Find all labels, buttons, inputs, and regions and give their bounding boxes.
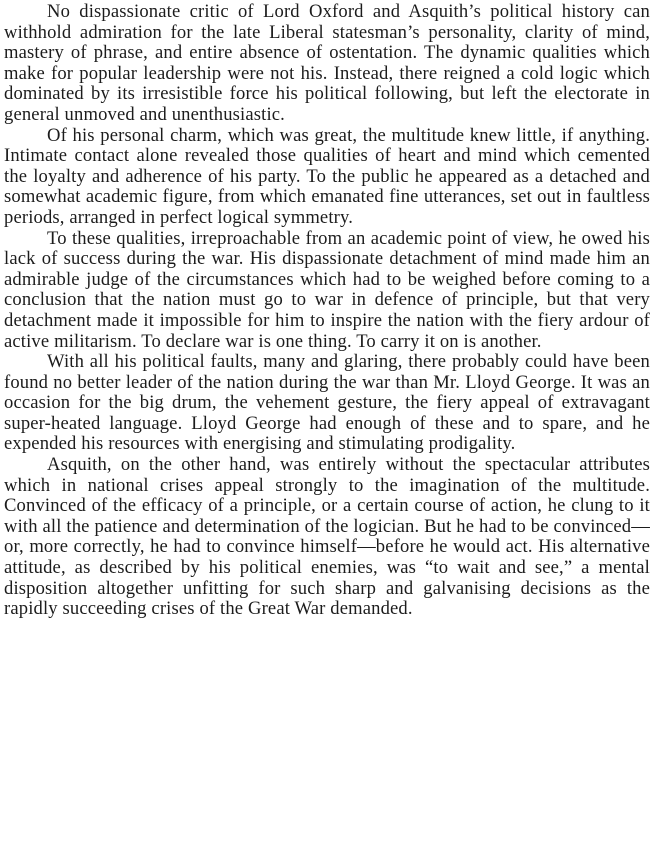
paragraph-5: Asquith, on the other hand, was entirely without the spectacular attributes which in national crises appeal strongly to the imagination of the multitude. Convinced of the efficacy of a principle, or a certain course of action, he clung to it with all the patience and determination of the logician. But he had to be convinced—or, more correctly, he had to convince himself—before he would act. His alternative attitude, as described by his political enemies, was “to wait and see,” a mental disposition altogether unfitting for such sharp and galvanising decisions as the rapidly succeeding crises of the Great War demanded. <box>4 454 650 620</box>
paragraph-1: No dispassionate critic of Lord Oxford and Asquith’s political history can withhold admiration for the late Liberal statesman’s personality, clarity of mind, mastery of phrase, and entire absence of ostentation. The dynamic qualities which make for popular leadership were not his. Instead, there reigned a cold logic which dominated by its irresistible force his political following, but left the electorate in general unmoved and unenthusiastic. <box>4 1 650 125</box>
paragraph-4: With all his political faults, many and glaring, there probably could have been found no better leader of the nation during the war than Mr. Lloyd George. It was an occasion for the big drum, the vehement gesture, the fiery appeal of extravagant super-heated language. Lloyd George had enough of these and to spare, and he expended his resources with energising and stimulating prodigality. <box>4 351 650 455</box>
paragraph-2: Of his personal charm, which was great, the multitude knew little, if anything. Intimate contact alone revealed those qualities of heart and mind which cemented the loyalty and adherence of his party. To the public he appeared as a detached and somewhat academic figure, from which emanated fine utterances, set out in faultless periods, arranged in perfect logical symmetry. <box>4 124 650 228</box>
paragraph-3: To these qualities, irreproachable from an academic point of view, he owed his lack of success during the war. His dispassionate detachment of mind made him an admirable judge of the circumstances which had to be weighed before coming to a conclusion that the nation must go to war in defence of principle, but that very detachment made it impossible for him to inspire the nation with the fiery ardour of active militarism. To declare war is one thing. To carry it on is another. <box>4 227 650 352</box>
